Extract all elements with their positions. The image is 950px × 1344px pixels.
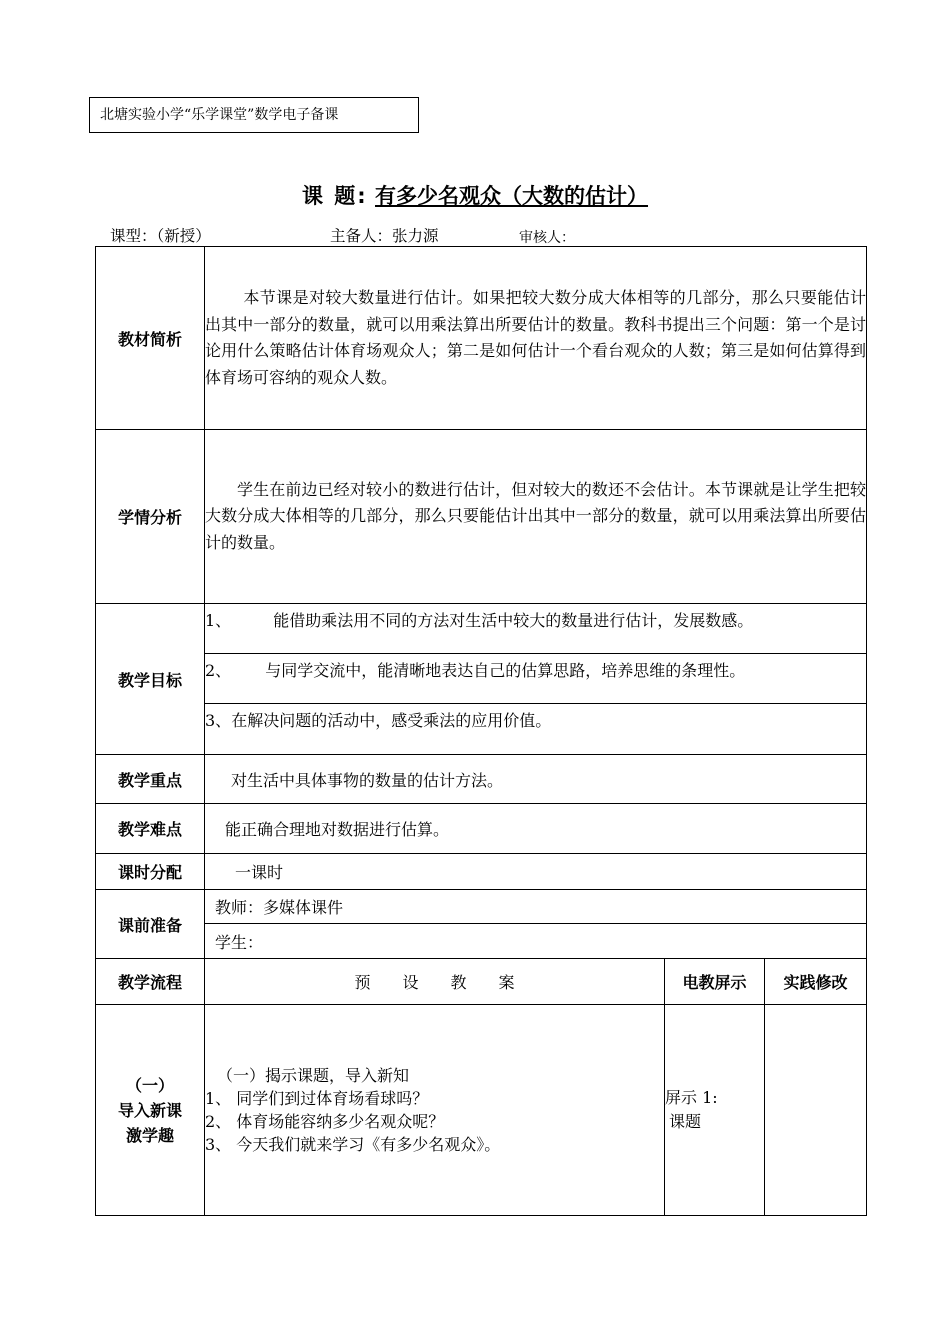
plan-char: 案 xyxy=(498,973,515,992)
goal-item-3 xyxy=(205,704,867,755)
item-num: 3、 xyxy=(205,1135,232,1154)
preparer: 主备人：张力源 xyxy=(330,227,439,245)
goal-text: 能借助乘法用不同的方法对生活中较大的数量进行估计，发展数感。 xyxy=(273,611,754,630)
item-num: 2、 xyxy=(205,1112,232,1131)
key-point-text: 对生活中具体事物的数量的估计方法。 xyxy=(205,755,867,804)
row-process-header xyxy=(96,959,867,1005)
goal-text: 与同学交流中，能清晰地表达自己的估算思路，培养思维的条理性。 xyxy=(265,661,746,680)
item-num: 1、 xyxy=(205,1089,232,1108)
header-plan xyxy=(205,959,665,1005)
item-text: 体育场能容纳多少名观众呢？ xyxy=(236,1112,445,1131)
row-prep-student xyxy=(96,924,867,959)
plan-char: 教 xyxy=(450,973,467,992)
row-goal-3 xyxy=(96,704,867,755)
label-difficulty: 教学难点 xyxy=(96,804,205,854)
plan-item-2 xyxy=(205,1110,664,1133)
row-material xyxy=(96,247,867,430)
lesson-type: 课型：（新授） xyxy=(110,227,211,245)
goal-num: 3、 xyxy=(205,711,232,730)
difficulty-text: 能正确合理地对数据进行估算。 xyxy=(205,804,867,854)
item-text: 今天我们就来学习《有多少名观众》。 xyxy=(236,1135,501,1154)
school-label: 北塘实验小学“乐学课堂”数学电子备课 xyxy=(100,107,339,123)
row-prep-teacher xyxy=(96,890,867,924)
stage-num: （一） xyxy=(125,1075,174,1095)
row-key-point xyxy=(96,755,867,804)
title-prefix: 课 题: xyxy=(301,184,368,208)
header-flow: 教学流程 xyxy=(96,959,205,1005)
plan-item-3 xyxy=(205,1133,664,1156)
plan-char: 预 xyxy=(354,973,371,992)
label-key-point: 教学重点 xyxy=(96,755,205,804)
goal-text: 在解决问题的活动中，感受乘法的应用价值。 xyxy=(231,711,552,730)
students-paragraph: 学生在前边已经对较小的数进行估计，但对较大的数还不会估计。本节课就是让学生把较大数分成大体相等的几部分，那么只要能估计出其中一部分的数量，就可以用乘法算出所要估计的数量。 xyxy=(205,479,867,552)
time-text: 一课时 xyxy=(205,854,867,890)
plan-item-1 xyxy=(205,1087,664,1110)
screen-line-2: 课题 xyxy=(669,1112,702,1131)
screen-line-1: 屏示 1: xyxy=(665,1088,718,1107)
row-difficulty xyxy=(96,804,867,854)
goal-num: 2、 xyxy=(205,661,232,680)
row-goal-2 xyxy=(96,654,867,704)
stage-1-screen xyxy=(665,1005,765,1216)
plan-char: 设 xyxy=(402,973,419,992)
label-students: 学情分析 xyxy=(96,430,205,604)
row-students xyxy=(96,430,867,604)
goal-item-2 xyxy=(205,654,867,704)
goal-item-1 xyxy=(205,604,867,654)
material-paragraph: 本节课是对较大数量进行估计。如果把较大数分成大体相等的几部分，那么只要能估计出其中一部分的数量，就可以用乘法算出所要估计的数量。教科书提出三个问题：第一个是讨论用什么策略估计体育场观众人；第二是如何估计一个看台观众的人数；第三是如何估算得到体育场可容纳的观众人数。 xyxy=(205,288,867,387)
stage-1-heading: （一）揭示课题，导入新知 xyxy=(217,1066,410,1085)
stage-1-label xyxy=(96,1005,205,1216)
row-section-1 xyxy=(96,1005,867,1216)
header-box xyxy=(89,97,419,133)
prep-teacher: 教师：多媒体课件 xyxy=(205,890,867,924)
label-time: 课时分配 xyxy=(96,854,205,890)
goal-num: 1、 xyxy=(205,611,232,630)
stage-line-1: 导入新课 xyxy=(117,1100,182,1120)
label-material: 教材简析 xyxy=(96,247,205,430)
stage-1-revise xyxy=(765,1005,867,1216)
prep-student: 学生： xyxy=(205,924,867,959)
material-text xyxy=(205,247,867,430)
reviewer: 审核人： xyxy=(519,230,575,246)
page-title xyxy=(0,180,950,210)
row-goal-1 xyxy=(96,604,867,654)
item-text: 同学们到过体育场看球吗？ xyxy=(236,1089,429,1108)
label-prep: 课前准备 xyxy=(96,890,205,959)
label-goals: 教学目标 xyxy=(96,604,205,755)
row-time xyxy=(96,854,867,890)
header-screen: 电教屏示 xyxy=(665,959,765,1005)
title-main: 有多少名观众（大数的估计） xyxy=(375,184,649,208)
students-text xyxy=(205,430,867,604)
lesson-plan-table xyxy=(95,246,867,1216)
header-revise: 实践修改 xyxy=(765,959,867,1005)
stage-1-plan xyxy=(205,1005,665,1216)
stage-line-2: 激学趣 xyxy=(125,1125,174,1145)
